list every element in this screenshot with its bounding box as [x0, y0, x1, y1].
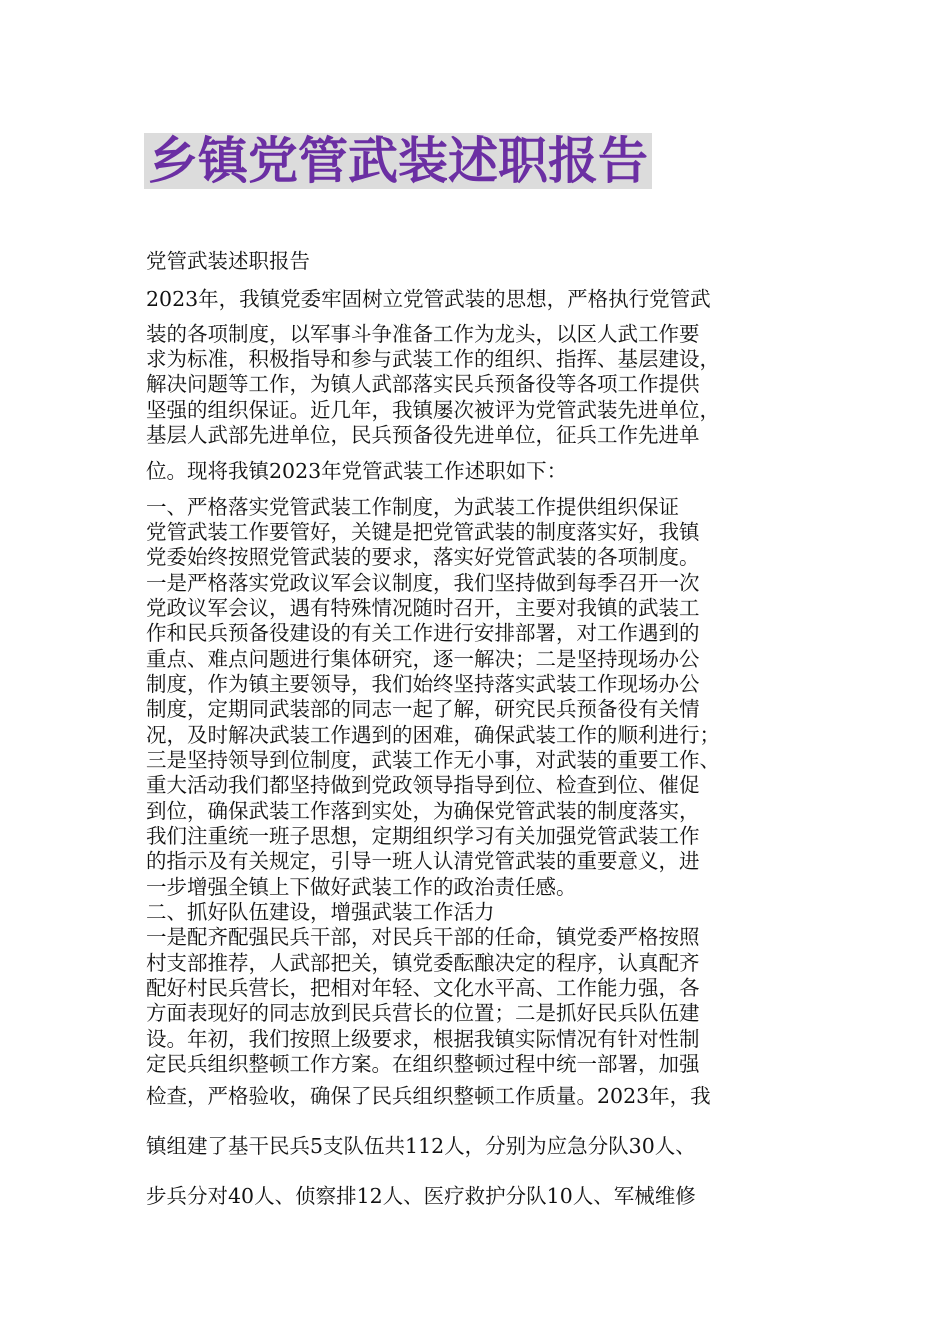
- section-heading: 一、严格落实党管武装工作制度，为武装工作提供组织保证: [146, 495, 679, 519]
- body-line: 配好村民兵营长，把相对年轻、文化水平高、工作能力强，各: [146, 976, 700, 1000]
- body-line: 检查，严格验收，确保了民兵组织整顿工作质量。2023年，我: [146, 1084, 711, 1108]
- body-line: 党管武装述职报告: [146, 249, 310, 273]
- body-line: 况，及时解决武装工作遇到的困难，确保武装工作的顺利进行；: [146, 723, 720, 747]
- body-line: 制度，作为镇主要领导，我们始终坚持落实武装工作现场办公: [146, 672, 700, 696]
- section-heading: 二、抓好队伍建设，增强武装工作活力: [146, 900, 495, 924]
- body-line: 制度，定期同武装部的同志一起了解，研究民兵预备役有关情: [146, 697, 700, 721]
- body-line: 村支部推荐，人武部把关，镇党委酝酿决定的程序，认真配齐: [146, 951, 700, 975]
- body-line: 设。年初，我们按照上级要求，根据我镇实际情况有针对性制: [146, 1027, 700, 1051]
- body-line: 党政议军会议，遇有特殊情况随时召开，主要对我镇的武装工: [146, 596, 700, 620]
- body-line: 作和民兵预备役建设的有关工作进行安排部署，对工作遇到的: [146, 621, 700, 645]
- body-line: 党委始终按照党管武装的要求，落实好党管武装的各项制度。: [146, 545, 700, 569]
- body-line: 镇组建了基干民兵5支队伍共112人，分别为应急分队30人、: [146, 1134, 696, 1158]
- body-line: 方面表现好的同志放到民兵营长的位置；二是抓好民兵队伍建: [146, 1001, 700, 1025]
- body-line: 一是配齐配强民兵干部，对民兵干部的任命，镇党委严格按照: [146, 925, 700, 949]
- body-line: 重点、难点问题进行集体研究，逐一解决；二是坚持现场办公: [146, 647, 700, 671]
- body-line: 党管武装工作要管好，关键是把党管武装的制度落实好，我镇: [146, 520, 700, 544]
- body-line: 一是严格落实党政议军会议制度，我们坚持做到每季召开一次: [146, 571, 700, 595]
- body-line: 重大活动我们都坚持做到党政领导指导到位、检查到位、催促: [146, 773, 700, 797]
- body-line: 位。现将我镇2023年党管武装工作述职如下：: [146, 459, 568, 483]
- body-line: 解决问题等工作，为镇人武部落实民兵预备役等各项工作提供: [146, 372, 700, 396]
- body-line: 基层人武部先进单位，民兵预备役先进单位，征兵工作先进单: [146, 423, 700, 447]
- document-title: 乡镇党管武装述职报告: [144, 133, 652, 189]
- body-line: 求为标准，积极指导和参与武装工作的组织、指挥、基层建设，: [146, 347, 720, 371]
- body-line: 定民兵组织整顿工作方案。在组织整顿过程中统一部署，加强: [146, 1052, 700, 1076]
- body-line: 的指示及有关规定，引导一班人认清党管武装的重要意义，进: [146, 849, 700, 873]
- body-line: 坚强的组织保证。近几年，我镇屡次被评为党管武装先进单位，: [146, 398, 720, 422]
- body-line: 一步增强全镇上下做好武装工作的政治责任感。: [146, 875, 577, 899]
- body-line: 步兵分对40人、侦察排12人、医疗救护分队10人、军械维修: [146, 1184, 696, 1208]
- body-line: 三是坚持领导到位制度，武装工作无小事，对武装的重要工作、: [146, 748, 720, 772]
- body-line: 2023年，我镇党委牢固树立党管武装的思想，严格执行党管武: [146, 287, 711, 311]
- body-line: 到位，确保武装工作落到实处，为确保党管武装的制度落实，: [146, 799, 700, 823]
- body-line: 装的各项制度，以军事斗争准备工作为龙头，以区人武工作要: [146, 322, 700, 346]
- body-line: 我们注重统一班子思想，定期组织学习有关加强党管武装工作: [146, 824, 700, 848]
